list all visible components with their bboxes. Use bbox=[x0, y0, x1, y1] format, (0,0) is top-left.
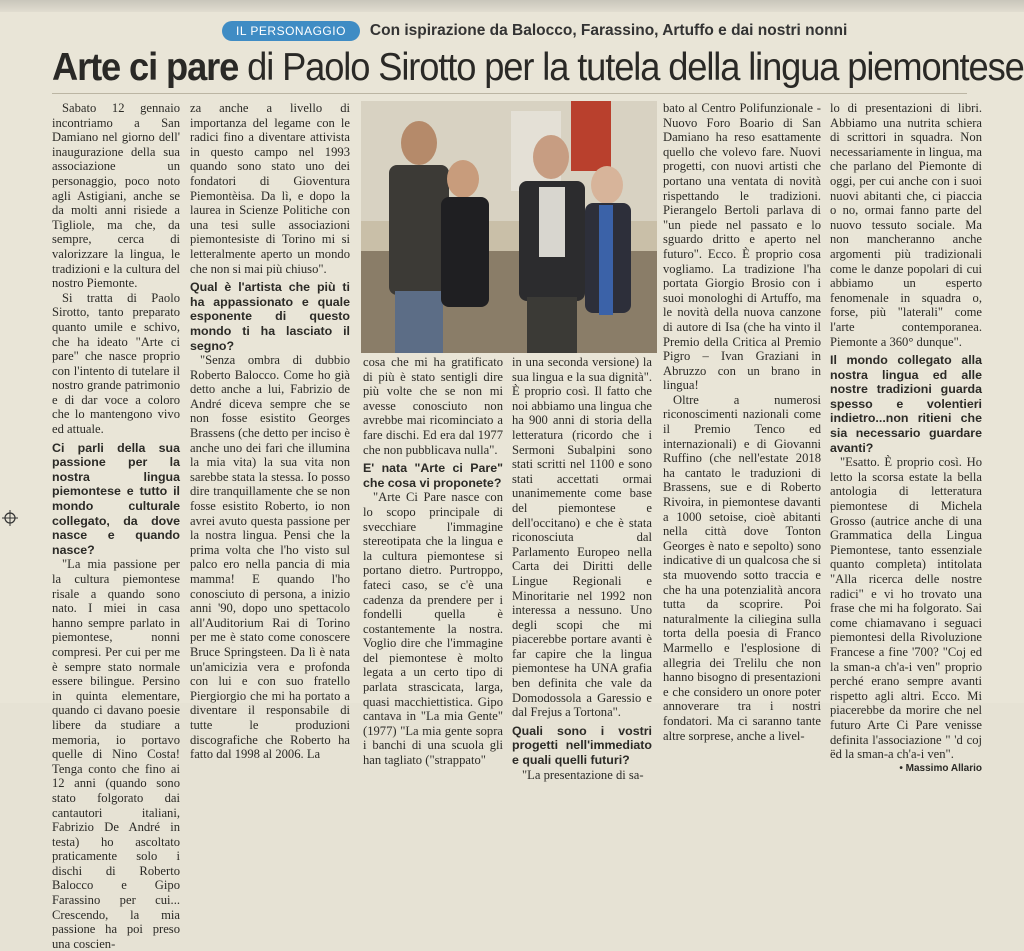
paragraph: lo di presentazioni di libri. Abbiamo una nutrita schiera di scrittori in squadra. Non necessariamente in lingua, ma che parlano del Piemonte di oggi, per cui anche con i suoi nuovi abitanti che, ci piaccia o no, ormai fanno parte del nuovo tessuto sociale. Ma non mancheranno anche argomenti più tradizionali come le danze popolari di cui abbiamo un esperto fenomenale in squadra o, forse, più "laterali" come l'arte contemporanea. Piemonte a 360° dunque". bbox=[830, 101, 982, 349]
interview-question: Ci parli della sua passione per la nostra lingua piemontese e tutto il mondo culturale collegato, da dove nasce e quando nasce? bbox=[52, 440, 180, 557]
paragraph: cosa che mi ha gratificato di più è stato sentigli dire più volte che se non mi avesse conosciuto non avrebbe mai ricominciato a fare dischi. Ed era dal 1977 che non pubblicava nulla". bbox=[363, 355, 503, 457]
paragraph: Sabato 12 gennaio incontriamo a San Damiano nel giorno dell' inaugurazione della sua associazione un personaggio, poco noto agli Astigiani, anche se da molti anni risiede a Tigliole, ma che, da sempre, cerca di valorizzare la lingua, le tradizioni e la cultura del nostro Piemonte. bbox=[52, 101, 180, 291]
article-column-2 bbox=[190, 101, 350, 762]
interview-question: E' nata "Arte ci Pare" che cosa vi proponete? bbox=[363, 461, 503, 490]
paragraph: "Senza ombra di dubbio Roberto Balocco. Come ho già detto anche a lui, Fabrizio de André diceva sempre che se non fosse esistito Georges Brassens (che detto per inciso è anche uno dei fari che illumina la mia vita) la sua vita non sarebbe stata la stessa. Io posso dire tranquillamente che se non fosse esistito Roberto, io non avrei avuto questa passione per la nostra lingua. Pensi che la prima volta che l'ho visto sul palco ero nella pancia di mia mamma! E quando l'ho conosciuto di persona, a inizio anni '90, dopo uno spettacolo all'Auditorium Rai di Torino per me è stato come conoscere Bruce Springsteen. Da lì è nata un'amicizia vera e profonda con lui e con suo fratello Piergiorgio che mi ha portato a diventare il responsabile di tutte le produzioni discografiche che Roberto ha fatto dal 1998 al 2006. La bbox=[190, 353, 350, 762]
headline-title-rest: di Paolo Sirotto per la tutela della lingua piemontese bbox=[238, 46, 1024, 89]
article-subheading: Con ispirazione da Balocco, Farassino, Artuffo e dai nostri nonni bbox=[369, 22, 848, 39]
author-signature: • Massimo Allario bbox=[899, 762, 982, 774]
headline-divider bbox=[52, 93, 967, 94]
article-column-5 bbox=[830, 101, 982, 774]
interview-question: Il mondo collegato alla nostra lingua ed alle nostre tradizioni guarda spesso e volentieri indietro...non ritieni che sia necessario guardare avanti? bbox=[830, 353, 982, 455]
article-photo bbox=[361, 101, 657, 353]
paragraph: bato al Centro Polifunzionale - Nuovo Foro Boario di San Damiano ha reso esattamente quello che volevo fare. Nuovi progetti, con nuovi artisti che portano una ventata di novità rispettando le tradizioni. Pierangelo Bertoli parlava di "un piede nel passato e lo sguardo dritto e aperto nel futuro". Ecco. È proprio cosa vogliamo. La tradizione l'ha portata Giorgio Brosio con i suoi monologhi di Artuffo, ma le novità della nuova canzone di autore di Isa (che ha vinto il Premio della Critica al Premio Pigro – Ivan Graziani in Abruzzo con un brano in lingua! bbox=[663, 101, 821, 393]
paragraph: in una seconda versione) la sua lingua e la sua dignità". È proprio così. Il fatto che noi abbiamo una lingua che ha 900 anni di storia della letteratura (ricordo che i Sermoni Subalpini sono stati scritti nel 1100 e sono stati accettati ormai unanimemente come base del piemontese e dell'occitano) e che è stata riconosciuta dal Parlamento Europeo nella Carta dei Diritti delle Lingue Regionali e Minoritarie nel 1992 non interessa a nessuno. Uno degli scopi che mi piacerebbe portare avanti è far capire che la lingua piemontese ha UNA grafia ben definita che vale da Domodossola a Garessio e dal Frejus a Tortona". bbox=[512, 355, 652, 720]
article-column-1 bbox=[52, 101, 180, 951]
headline-title-strong: Arte ci pare bbox=[52, 46, 239, 89]
interview-question: Quali sono i vostri progetti nell'immediato e quali quelli futuri? bbox=[512, 723, 652, 768]
paragraph: "Esatto. È proprio così. Ho letto la scorsa estate la bella antologia di letteratura piemontese di Michela Grosso (autrice anche di una Grammatica della Lingua Piemontese, tanto essenziale quanto completa) intitolata "Alla ricerca delle nostre radici" e vi ho trovato una frase che mi ha folgorato. Sai come chiamavano i seguaci piemontesi della Rivoluzione Francese a fine '700? "Coj ed la sman-a ch'a-i ven" proprio perché erano sempre avanti rispetto agli altri. Ecco. Mi piacerebbe da morire che nel futuro Arte Ci Pare venisse definita l'associazione " 'd coj ëd la sman-a ch'a-i ven". bbox=[830, 455, 982, 762]
paragraph: "La mia passione per la cultura piemontese risale a quando sono nato. I miei in casa hanno sempre parlato in piemontese, nonni compresi. Per cui per me è sempre stato normale essere bilingue. Persino in quinta elementare, quando ci davano poesie libere da studiare a memoria, io portavo quelle di Nino Costa! Tenga conto che fino ai 12 anni (quando sono stato folgorato dai cantautori italiani, Fabrizio De André in testa) ho ascoltato praticamente solo i dischi di Roberto Balocco e Gipo Farassino per cui... Crescendo, la mia passione ha poi preso una coscien- bbox=[52, 557, 180, 951]
paragraph: Si tratta di Paolo Sirotto, tanto preparato quanto umile e schivo, che ha ideato "Arte ci pare" che nasce proprio con l'intento di tutelare il nostro grande patrimonio e di dar voce a coloro che lo mantengono vivo ed attuale. bbox=[52, 290, 180, 437]
paragraph: za anche a livello di importanza del legame con le radici fino a diventare attivista in questo campo nel 1993 quando sono stato uno dei fondatori di Gioventura Piemontèisa. Da lì, e dopo la laurea in Scienze Politiche con una tesi sulle associazioni piemontesiste di Torino mi si letteralmente aperto un mondo che non si mai più chiuso". bbox=[190, 101, 350, 276]
paragraph: "Arte Ci Pare nasce con lo scopo principale di svecchiare l'immagine stereotipata che la lingua e la cultura piemontese si portano dietro. Purtroppo, fateci caso, se c'è una cadenza da prendere per i fondelli quella è costantemente la nostra. Voglio dire che l'immagine del piemontese è molto legata a un certo tipo di parlata strascicata, larga, quasi macchiettistica. Gipo cantava in "La mia Gente" (1977) "La mia gente sopra i banchi di una scuola gli han tagliato ("strappato" bbox=[363, 490, 503, 768]
group-photo-illustration bbox=[361, 101, 657, 353]
section-kicker-badge: IL PERSONAGGIO bbox=[222, 21, 360, 41]
registration-mark-icon bbox=[2, 510, 18, 526]
article-column-3a bbox=[363, 355, 503, 768]
kicker-row bbox=[222, 19, 847, 43]
article-headline bbox=[52, 46, 1024, 90]
paragraph: "La presentazione di sa- bbox=[522, 767, 644, 782]
interview-question: Qual è l'artista che più ti ha appassionato e quale esponente di questo mondo ti ha lasciato il segno? bbox=[190, 280, 350, 353]
article-column-3b bbox=[512, 355, 652, 782]
top-cropped-strip bbox=[0, 0, 1024, 12]
article-column-4 bbox=[663, 101, 821, 743]
paragraph: Oltre a numerosi riconoscimenti nazionali come il Premio Tenco ed internazionali) e di Giovanni Ruffino (che nell'estate 2018 ha cantato le traduzioni di Brassens, sue e di Roberto Rivoira, in piemontese davanti a 1000 setoise, cioè abitanti nella città dove Tonton Georges è nato e sepolto) sono indicative di un qualcosa che si sta muovendo sotto traccia e che ha una potenzialità ancora tutta da scoprire. Poi naturalmente la ciliegina sulla torta della poesia di Franco Marmello e l'esplosione di allegria dei Trelilu che non hanno bisogno di presentazioni e che considero un onore poter annoverare tra i nostri fondatori. Ma ci saranno tante altre sorprese, anche a livel- bbox=[663, 392, 821, 743]
